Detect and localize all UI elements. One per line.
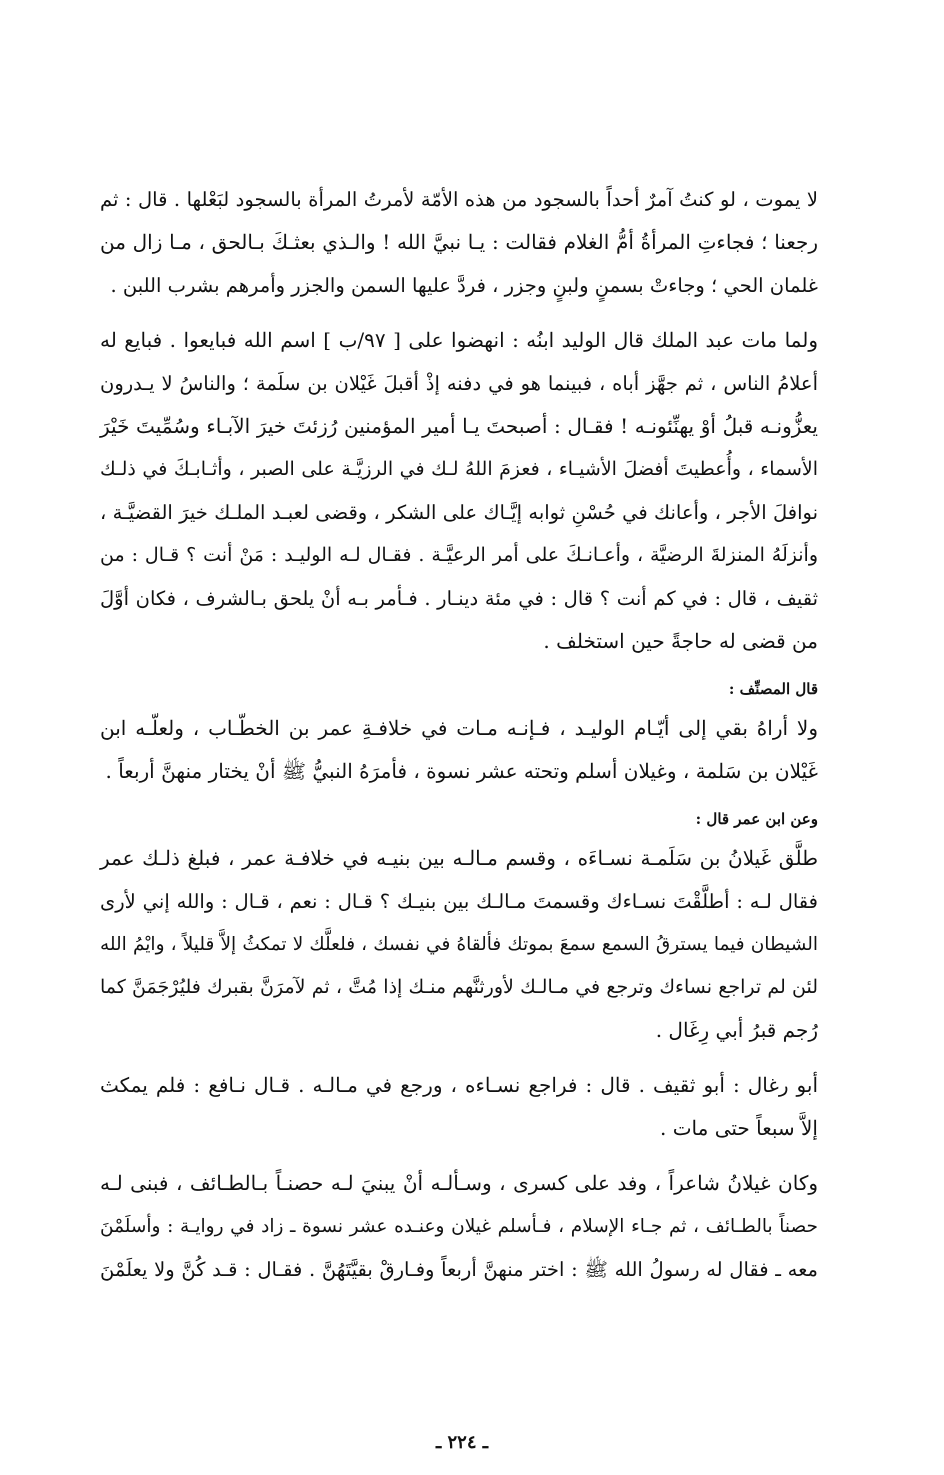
text-line: وكان غيلانُ شاعراً ، وفد على كسرى ، وسـألـه أنْ يبنيَ لـه حصنـاً بـالطـائف ، فبنى لـه [100,1171,818,1195]
text-line: ولما مات عبد الملك قال الوليد ابنُه : انهضوا على [ ٩٧/ب ] اسم الله فبايعوا . فبايع له [100,328,818,352]
text-line: الأسماء ، وأُعطيتَ أفضلَ الأشيـاء ، فعزمَ اللهُ لـك في الرزيَّـة على الصبر ، وأثـابـكَ في ذلـك [100,458,818,480]
text-line: ثقيف ، قال : في كم أنت ؟ قال : في مئة دينـار . فـأمر بـه أنْ يلحق بـالشرف ، فكان أوَّلَ [100,587,818,610]
paragraph-6 [100,1162,818,1291]
text-line: حصناً بالطـائف ، ثم جـاء الإسلام ، فـأسلم غيلان وعنـده عشر نسوة ـ زاد في روايـة : وأسلَمْنَ [100,1216,818,1237]
text-line: لا يموت ، لو كنتُ آمرٌ أحداً بالسجود من هذه الأمّة لأمرتُ المرأة بالسجود لبَعْلها . قال : ثم [100,188,818,211]
text-line: نوافلَ الأجر ، وأعانك في حُسْنِ ثوابه إيَّـاك على الشكر ، وقضى لعبـد الملـك خيرَ القضيَّـة ، [100,501,818,524]
text-line: غَيْلان بن سَلمة ، وغيلان أسلم وتحته عشر نسوة ، فأمرَهُ النبيُّ ﷺ أنْ يختار منهنَّ أربعاً . [105,759,818,783]
text-line: من قضى له حاجةً حين استخلف . [543,629,818,653]
text-line: غلمان الحي ؛ وجاءتْ بسمنٍ ولبنٍ وجزر ، فردَّ عليها السمن والجزر وأمرهم بشرب اللبن . [110,274,818,297]
page-number: ـ ٢٢٤ ـ [435,1432,489,1453]
text-line: رجعنا ؛ فجاءتِ المرأةُ أمُّ الغلام فقالت : يـا نبيَّ الله ! والـذي بعثـكَ بـالحق ، مـا زال من [100,230,818,254]
text-line: إلاَّ سبعاً حتى مات . [660,1116,818,1140]
text-line: يعزُّونـه قبلُ أوْ يهنِّئونـه ! فقـال : أصبحتَ يـا أمير المؤمنين رُزئتَ خيرَ الآبـاء وسُمِّيتَ خَيْرَ [100,414,818,438]
paragraph-5 [100,1064,818,1150]
section-heading-ibn-umar: وعن ابن عمر قال : [695,810,818,828]
section-heading-author: قال المصنِّف : [728,680,818,698]
paragraph-4 [100,837,818,1052]
paragraph-2 [100,319,818,663]
page-body [100,178,818,1303]
text-line: الشيطان فيما يسترقُ السمع سمعَ بموتك فألقاهُ في نفسك ، فلعلَّك لا تمكثُ إلاَّ قليلاً ، وايْمُ الله [100,934,818,955]
text-line: معه ـ فقال له رسولُ الله ﷺ : اختر منهنَّ أربعاً وفـارقْ بقيَّتَهُنَّ . فقـال : قـد كُنَّ ولا يعلَمْنَ [100,1258,818,1281]
text-line: أبو رغال : أبو ثقيف . قال : فراجع نسـاءه ، ورجع في مـالـه . قـال نـافع : فلم يمكث [100,1073,818,1097]
text-line: أعلامُ الناس ، ثم جهَّز أباه ، فبينما هو في دفنه إذْ أقبلَ غَيْلان بن سلَمة ؛ والناسُ لا يـدرون [100,372,818,395]
text-line: طلَّق غَيلانُ بن سَلَمـة نسـاءَه ، وقسم مـالـه بين بنيـه في خلافـة عمر ، فبلغ ذلـك عمر [100,846,818,870]
text-line: رُجم قبرُ أبي رِغَال . [655,1018,818,1042]
text-line: وأنزلَهُ المنزلةَ الرضيَّة ، وأعـانـكَ على أمر الرعيَّـة . فقـال لـه الوليـد : مَنْ أنت ؟ قـال : من [100,544,818,566]
paragraph-1 [100,178,818,307]
text-line: ولا أراهُ بقي إلى أيّـام الوليـد ، فـإنـه مـات في خلافـةِ عمر بن الخطّـاب ، ولعلّـه ابن [100,716,818,740]
paragraph-3 [100,707,818,793]
text-line: فقال لـه : أطلَّقْتَ نسـاءك وقسمتَ مـالـك بين بنيـك ؟ قـال : نعم ، قـال : والله إني لأرى [100,890,818,913]
text-line: لئن لم تراجع نساءك وترجع في مـالـك لأورثنَّهم منـك إذا مُتَّ ، ثم لآمرَنَّ بقبرك فليُرْجَمَنَّ كما [100,976,818,998]
